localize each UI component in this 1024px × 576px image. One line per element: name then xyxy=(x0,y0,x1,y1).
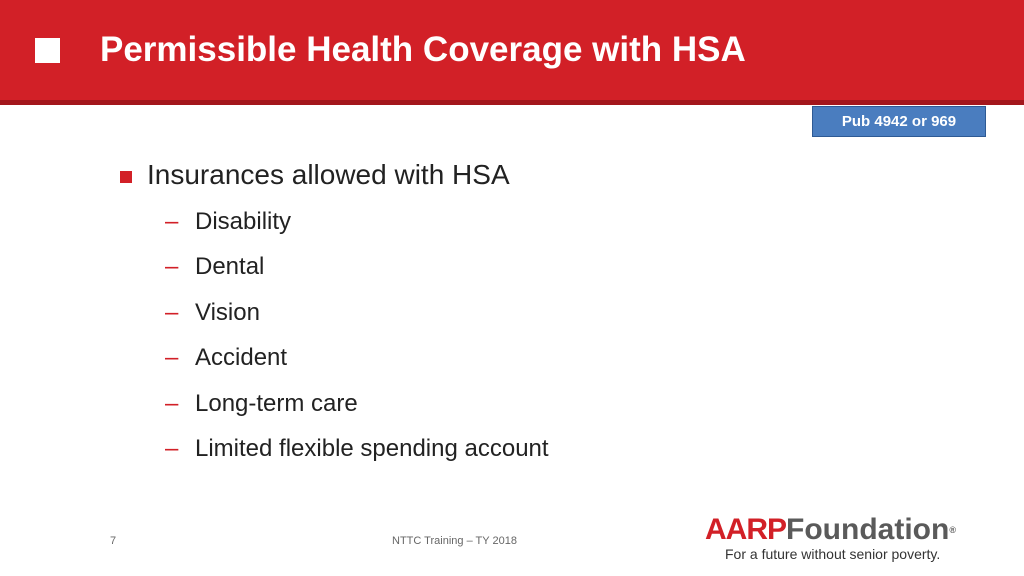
sub-bullet-text: Long-term care xyxy=(195,390,358,417)
sub-bullet-text: Vision xyxy=(195,299,260,326)
dash-bullet-icon: – xyxy=(165,253,179,280)
slide-title: Permissible Health Coverage with HSA xyxy=(100,30,746,69)
main-bullet-text: Insurances allowed with HSA xyxy=(147,159,510,190)
slide-header xyxy=(0,0,1024,105)
footer-text: NTTC Training – TY 2018 xyxy=(392,535,517,547)
sub-bullet-item xyxy=(0,297,700,333)
dash-bullet-icon: – xyxy=(165,344,179,371)
dash-bullet-icon: – xyxy=(165,299,179,326)
square-bullet-icon xyxy=(120,171,132,183)
registered-mark: ® xyxy=(949,525,956,535)
logo-wordmark xyxy=(705,512,956,548)
sub-bullet-item xyxy=(0,388,700,424)
logo-tagline: For a future without senior poverty. xyxy=(725,546,941,562)
dash-bullet-icon: – xyxy=(165,208,179,235)
sub-bullet-text: Dental xyxy=(195,253,265,280)
publication-badge: Pub 4942 or 969 xyxy=(812,106,986,137)
sub-bullet-text: Accident xyxy=(195,344,288,371)
sub-bullet-item xyxy=(0,342,700,378)
header-square-icon xyxy=(35,38,60,63)
aarp-foundation-logo xyxy=(705,512,985,572)
sub-bullet-item xyxy=(0,251,700,287)
dash-bullet-icon: – xyxy=(165,435,179,462)
sub-bullet-text: Disability xyxy=(195,208,292,235)
sub-bullet-text: Limited flexible spending account xyxy=(195,435,549,462)
dash-bullet-icon: – xyxy=(165,390,179,417)
logo-brand: AARP xyxy=(705,513,787,546)
sub-bullet-item xyxy=(0,433,700,469)
logo-word: Foundation xyxy=(786,513,950,546)
slide-page-number: 7 xyxy=(110,535,117,547)
sub-bullet-item xyxy=(0,206,700,242)
